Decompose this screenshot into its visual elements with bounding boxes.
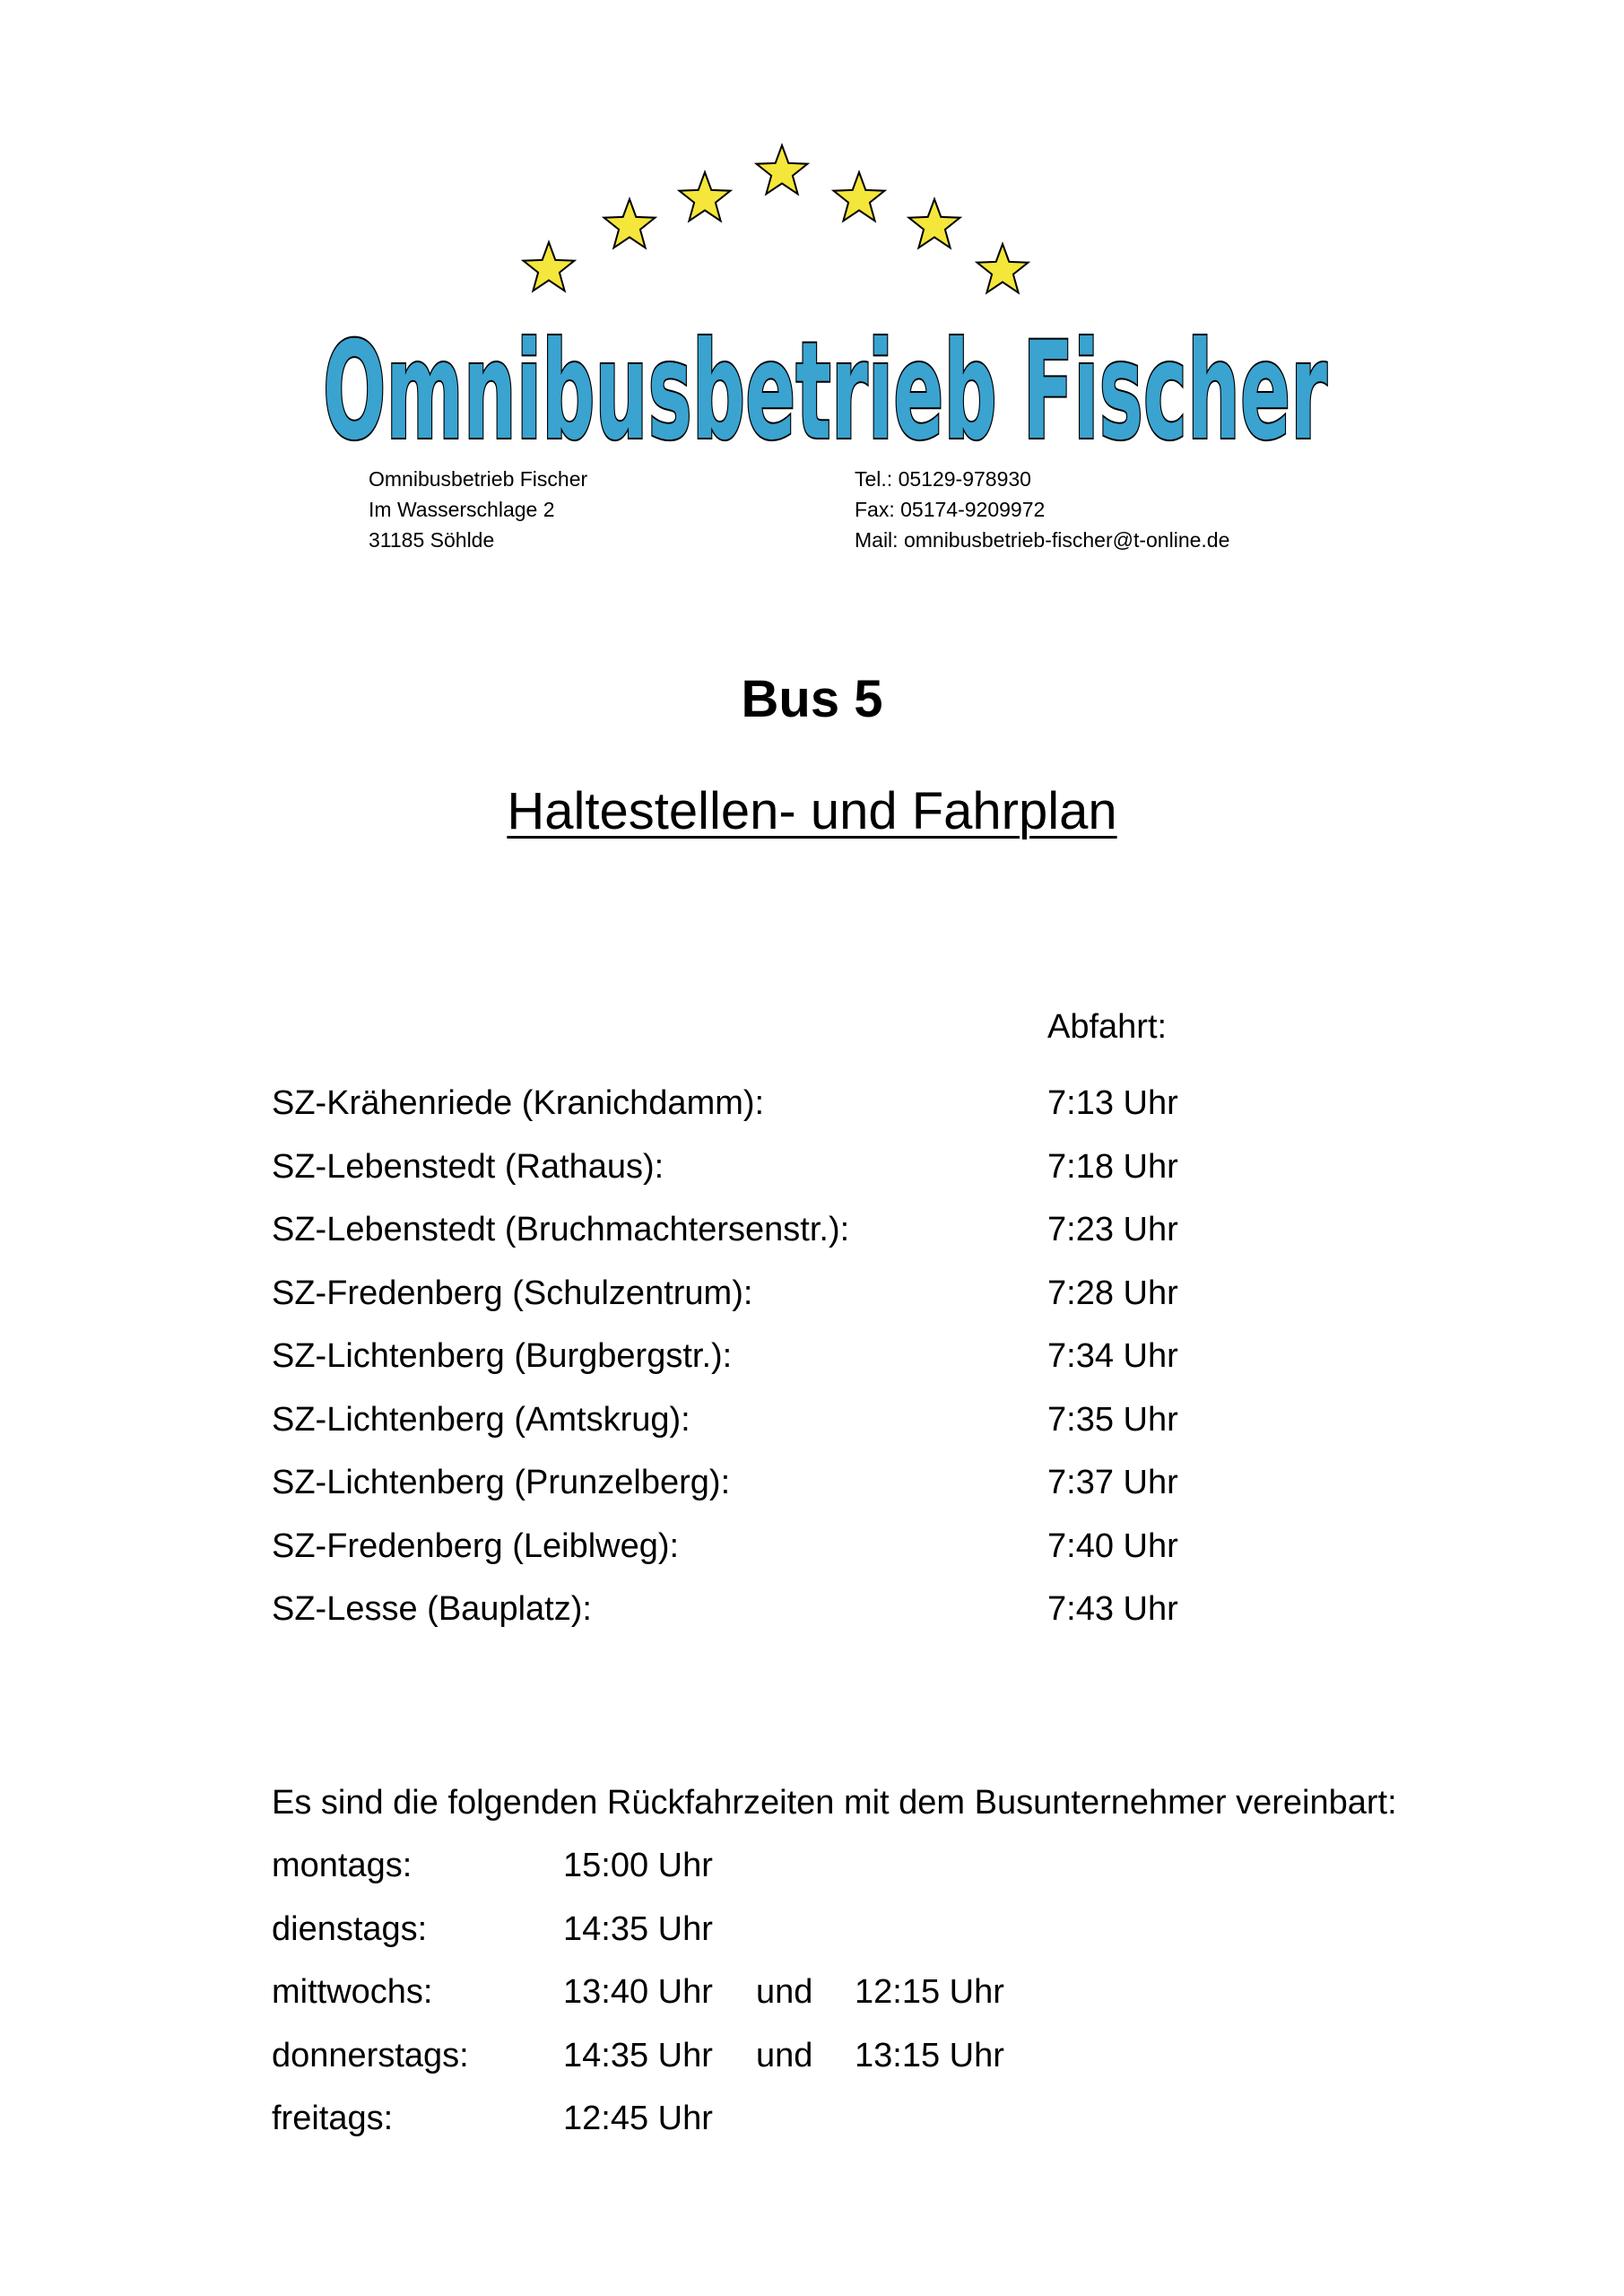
email-address: Mail: omnibusbetrieb-fischer@t-online.de [855,528,1230,552]
star-icon [680,172,731,221]
stop-row [272,1271,1348,1335]
page-subtitle: Haltestellen- und Fahrplan [507,782,1117,840]
stop-time: 7:13 Uhr [1047,1084,1178,1122]
stop-name: SZ-Lebenstedt (Rathaus): [272,1147,664,1186]
stop-name: SZ-Fredenberg (Schulzentrum): [272,1274,753,1312]
return-day: donnerstags: [272,2036,469,2074]
return-row [272,1970,1348,2033]
return-row [272,2096,1348,2160]
return-time-second: 12:15 Uhr [855,1973,1004,2011]
page-title: Bus 5 [741,670,883,728]
stop-time: 7:40 Uhr [1047,1526,1178,1565]
fax-number: Fax: 05174-9209972 [855,498,1046,521]
return-day: dienstags: [272,1909,428,1948]
return-time: 12:45 Uhr [563,2100,713,2137]
stop-name: SZ-Lebenstedt (Bruchmachtersenstr.): [272,1211,850,1248]
logo-stars [524,145,1029,292]
stop-row [272,1397,1348,1461]
stop-name: SZ-Fredenberg (Leiblweg): [272,1526,680,1565]
return-day: freitags: [272,2100,394,2137]
star-icon [524,242,575,291]
return-day: mittwochs: [272,1973,433,2011]
stop-time: 7:43 Uhr [1047,1590,1178,1628]
stop-row [272,1460,1348,1524]
stop-row [272,1524,1348,1587]
return-time: 13:40 Uhr [563,1973,713,2011]
company-logo [305,135,1345,466]
return-row [272,2033,1348,2097]
return-time: 14:35 Uhr [563,2036,713,2074]
stop-name: SZ-Lichtenberg (Burgbergstr.): [272,1337,733,1375]
phone-number: Tel.: 05129-978930 [855,467,1031,491]
stop-time: 7:37 Uhr [1047,1464,1178,1501]
stop-time: 7:18 Uhr [1047,1147,1178,1186]
stop-row [272,1207,1348,1271]
return-row [272,1907,1348,1970]
company-name: Omnibusbetrieb Fischer [369,467,588,491]
departure-column-header: Abfahrt: [1047,1008,1168,1046]
contact-block [855,464,1229,555]
stop-row [272,1587,1348,1650]
stop-name: SZ-Lichtenberg (Prunzelberg): [272,1464,731,1501]
stop-row [272,1144,1348,1208]
star-icon [757,145,808,194]
stop-time: 7:23 Uhr [1047,1211,1178,1248]
return-time: 15:00 Uhr [563,1847,713,1884]
star-icon [834,172,885,221]
stop-time: 7:35 Uhr [1047,1400,1178,1439]
star-icon [909,199,960,248]
stop-list [272,1081,1348,1650]
stop-row [272,1334,1348,1397]
return-row [272,1843,1348,1907]
star-icon [977,244,1029,292]
stop-time: 7:34 Uhr [1047,1337,1178,1375]
return-times-intro: Es sind die folgenden Rückfahrzeiten mit dem Busunternehmer vereinbart: [272,1784,1397,1822]
stop-time: 7:28 Uhr [1047,1274,1178,1312]
return-day: montags: [272,1847,413,1884]
street-address: Im Wasserschlage 2 [369,498,555,521]
logo-wordmark: Omnibusbetrieb Fischer [323,314,1328,466]
return-and: und [756,1973,813,2011]
stop-name: SZ-Lesse (Bauplatz): [272,1590,592,1628]
city-address: 31185 Söhlde [369,528,495,552]
stop-name: SZ-Lichtenberg (Amtskrug): [272,1400,690,1439]
return-time-second: 13:15 Uhr [855,2036,1004,2074]
return-times-list [272,1843,1348,2160]
return-and: und [756,2036,813,2074]
address-block [369,464,587,555]
stop-row [272,1081,1348,1144]
stop-name: SZ-Krähenriede (Kranichdamm): [272,1084,765,1122]
return-time: 14:35 Uhr [563,1909,713,1948]
star-icon [604,199,656,248]
